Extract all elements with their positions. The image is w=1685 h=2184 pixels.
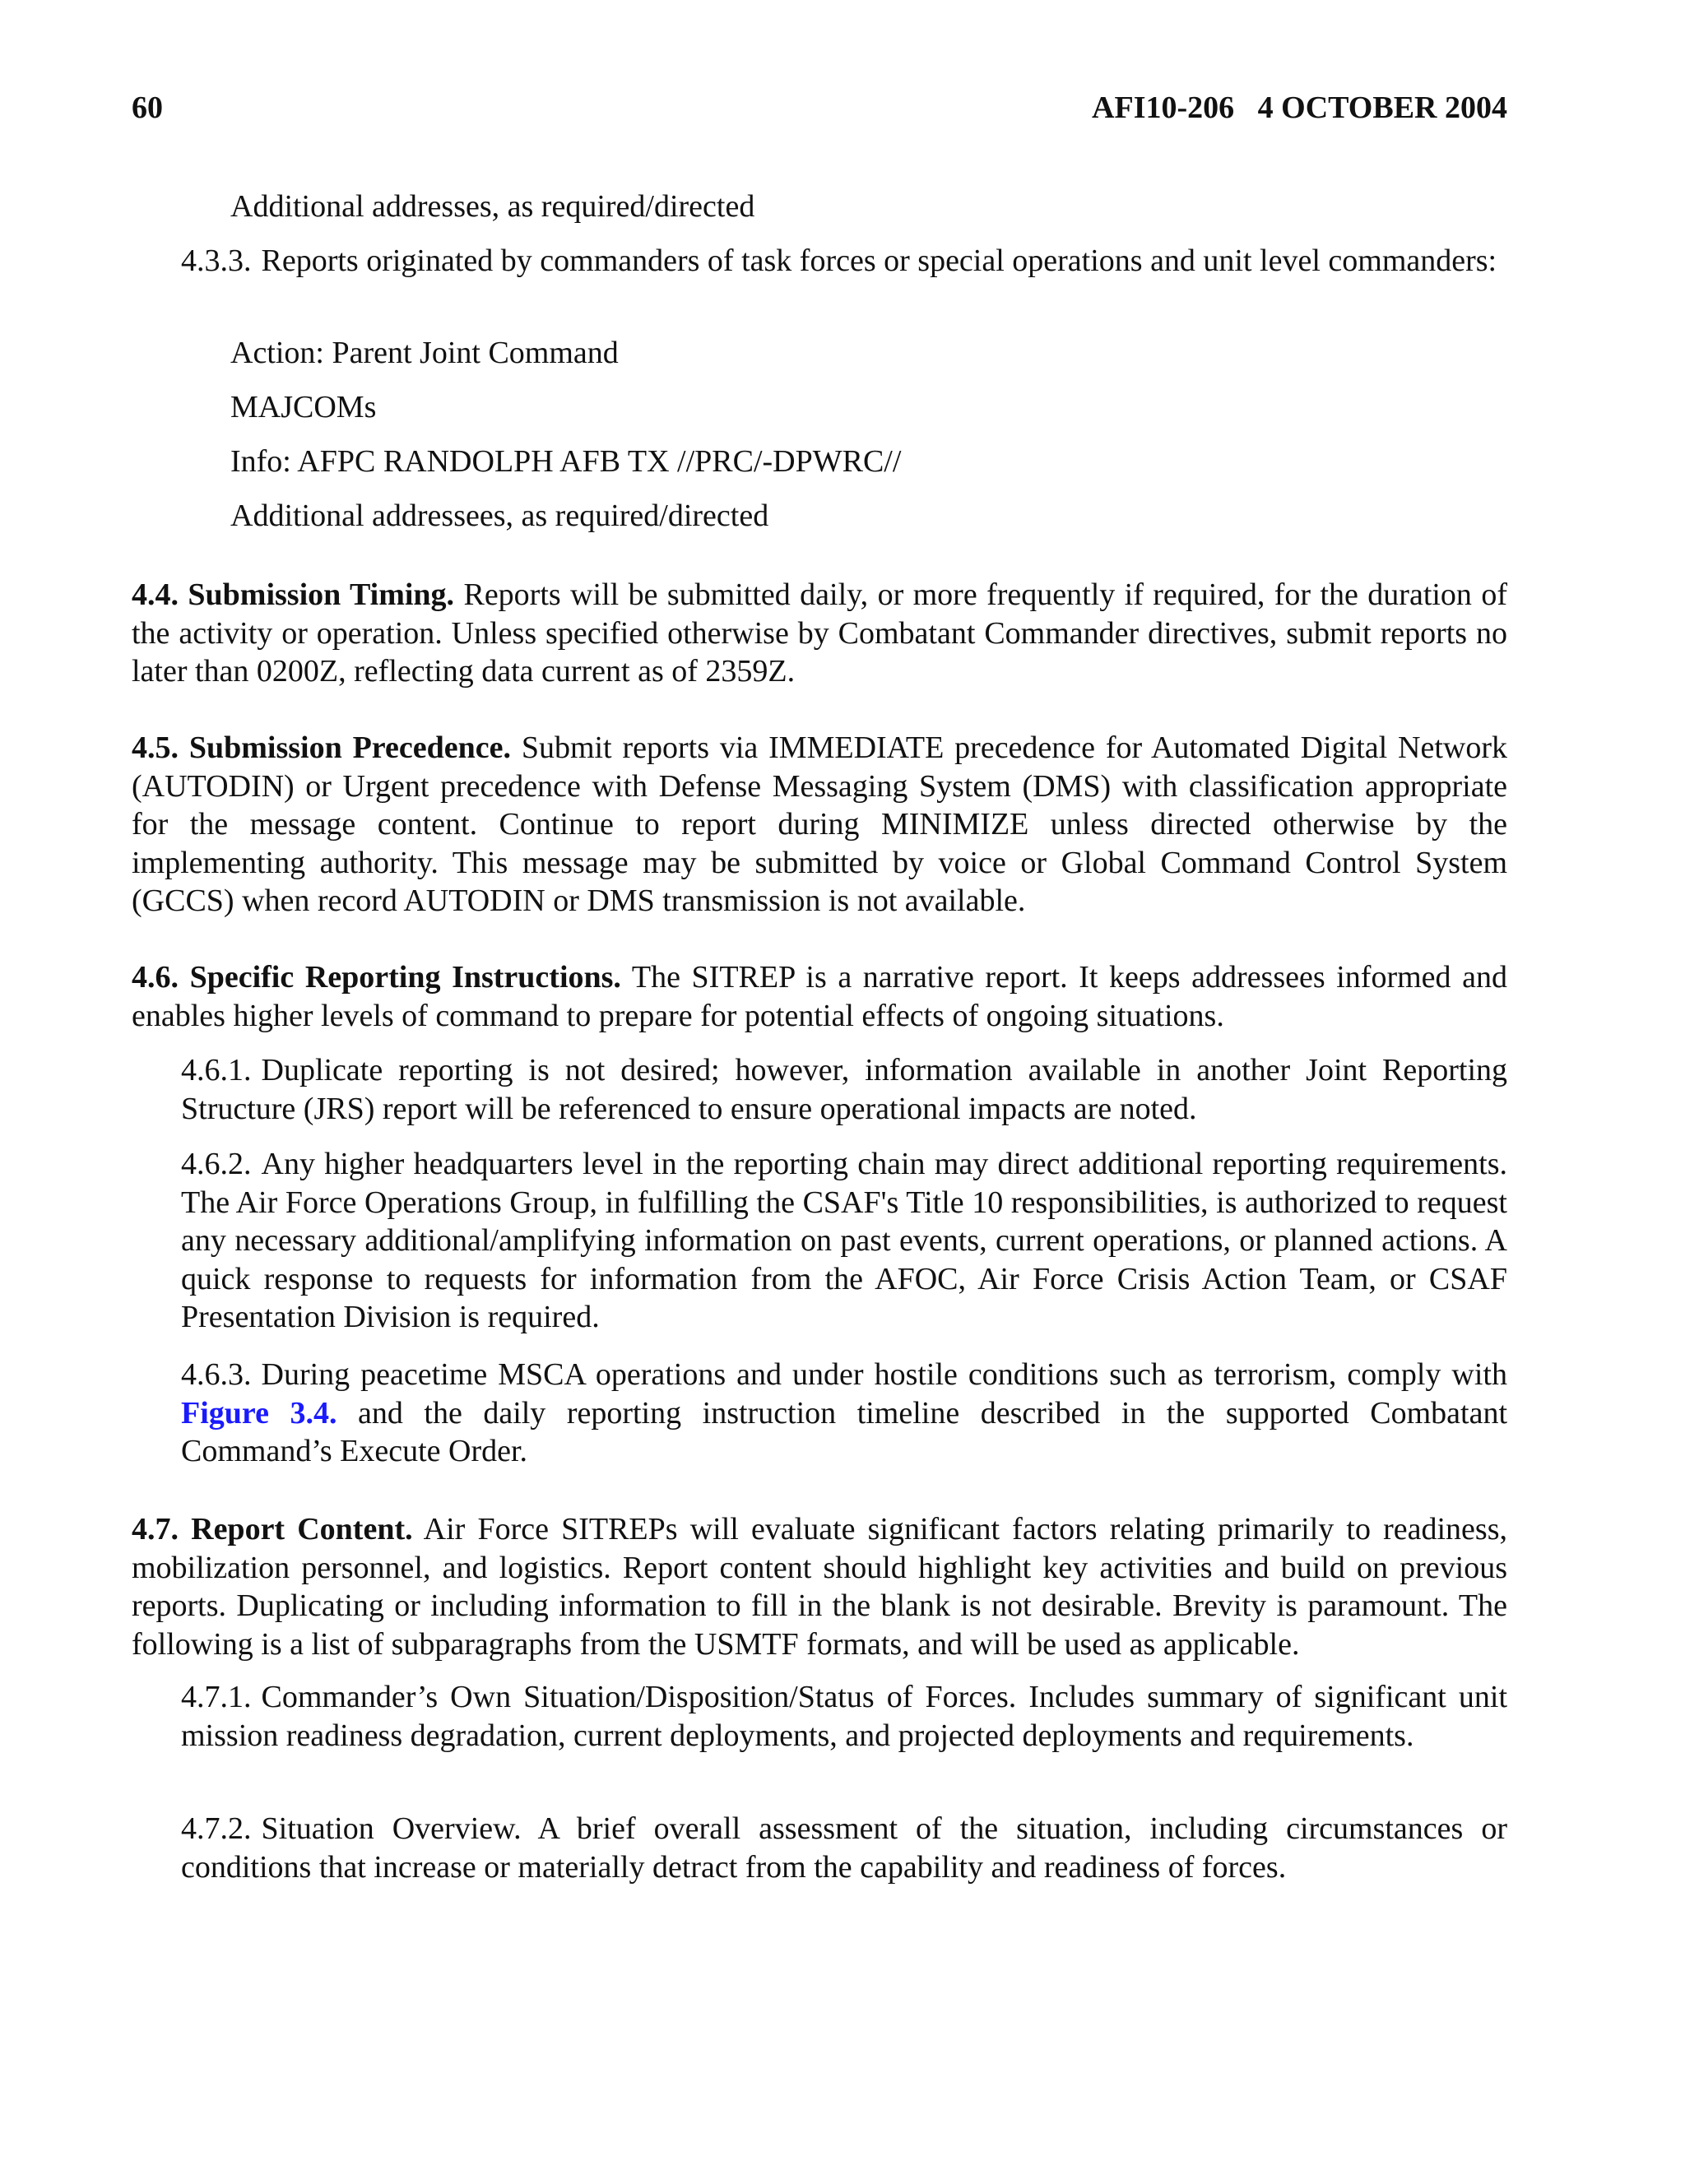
paragraph-text: Duplicate reporting is not desired; however, information available in another Joint Reporting Structure (JRS) report will be referenced to ensure operational impacts are noted. — [181, 1053, 1507, 1126]
section-heading: 4.4. Submission Timing. — [132, 577, 455, 612]
paragraph-4-7-2 — [181, 1810, 1507, 1886]
paragraph-number: 4.7.1. — [181, 1680, 252, 1714]
section-4-6 — [132, 958, 1507, 1035]
paragraph-text: Any higher headquarters level in the reporting chain may direct additional reporting requirements. The Air Force Operations Group, in fulfilling the CSAF's Title 10 responsibilities, is authorized to request any necessary additional/amplifying information on past events, current operations, or planned actions. A quick response to requests for information from the AFOC, Air Force Crisis Action Team, or CSAF Presentation Division is required. — [181, 1147, 1507, 1334]
paragraph-text-after: and the daily reporting instruction timeline described in the supported Combatant Command’s Execute Order. — [181, 1395, 1508, 1468]
section-text: Air Force SITREPs will evaluate significant factors relating primarily to readiness, mobilization personnel, and logistics. Report content should highlight key activities and build on previous reports. Duplicating or including information to fill in the blank is not desirable. Brevity is paramount. The following is a list of subparagraphs from the USMTF formats, and will be used as applicable. — [132, 1512, 1507, 1662]
paragraph-number: 4.6.3. — [181, 1357, 252, 1392]
paragraph-text: Situation Overview. A brief overall assessment of the situation, including circumstances or conditions that increase or materially detract from the capability and readiness of forces. — [181, 1811, 1507, 1885]
additional-addressees-line: Additional addressees, as required/directed — [230, 498, 769, 533]
section-heading: 4.6. Specific Reporting Instructions. — [132, 960, 621, 995]
paragraph-text: Reports originated by commanders of task forces or special operations and unit level commanders: — [261, 243, 1497, 278]
paragraph-text-before: During peacetime MSCA operations and under hostile conditions such as terrorism, comply with — [261, 1357, 1507, 1392]
paragraph-4-3-3 — [181, 242, 1507, 281]
section-text: Reports will be submitted daily, or more frequently if required, for the duration of the activity or operation. Unless specified otherwise by Combatant Commander directives, submit reports no later than 0200Z, reflecting data current as of 2359Z. — [132, 577, 1507, 689]
majcoms-line: MAJCOMs — [230, 390, 377, 424]
section-4-5 — [132, 729, 1507, 920]
paragraph-4-6-1 — [181, 1051, 1507, 1128]
paragraph-4-6-3 — [181, 1356, 1507, 1471]
paragraph-text: Commander’s Own Situation/Disposition/Status of Forces. Includes summary of significant unit mission readiness degradation, current deployments, and projected deployments and requirements. — [181, 1680, 1507, 1753]
info-line: Info: AFPC RANDOLPH AFB TX //PRC/-DPWRC// — [230, 444, 902, 479]
paragraph-number: 4.7.2. — [181, 1811, 252, 1846]
paragraph-4-6-2 — [181, 1145, 1507, 1337]
section-4-7 — [132, 1510, 1507, 1663]
section-text: Submit reports via IMMEDIATE precedence for Automated Digital Network (AUTODIN) or Urgent precedence with Defense Messaging System (DMS) with classification appropriate for the message content. Continue to report during MINIMIZE unless directed otherwise by the implementing authority. This message may be submitted by voice or Global Command Control System (GCCS) when record AUTODIN or DMS transmission is not available. — [132, 730, 1507, 918]
figure-3-4-link[interactable]: Figure 3.4. — [181, 1395, 337, 1430]
action-line: Action: Parent Joint Command — [230, 336, 619, 370]
additional-addresses-line: Additional addresses, as required/directed — [230, 189, 755, 224]
section-heading: 4.5. Submission Precedence. — [132, 730, 511, 765]
document-id: AFI10-206 4 OCTOBER 2004 — [1092, 90, 1507, 125]
section-heading: 4.7. Report Content. — [132, 1512, 413, 1546]
paragraph-number: 4.6.2. — [181, 1147, 252, 1181]
section-4-4 — [132, 576, 1507, 691]
paragraph-number: 4.3.3. — [181, 243, 252, 278]
paragraph-4-7-1 — [181, 1678, 1507, 1755]
paragraph-number: 4.6.1. — [181, 1053, 252, 1087]
section-text: The SITREP is a narrative report. It keeps addressees informed and enables higher levels of command to prepare for potential effects of ongoing situations. — [132, 960, 1507, 1033]
page-number: 60 — [132, 90, 163, 125]
